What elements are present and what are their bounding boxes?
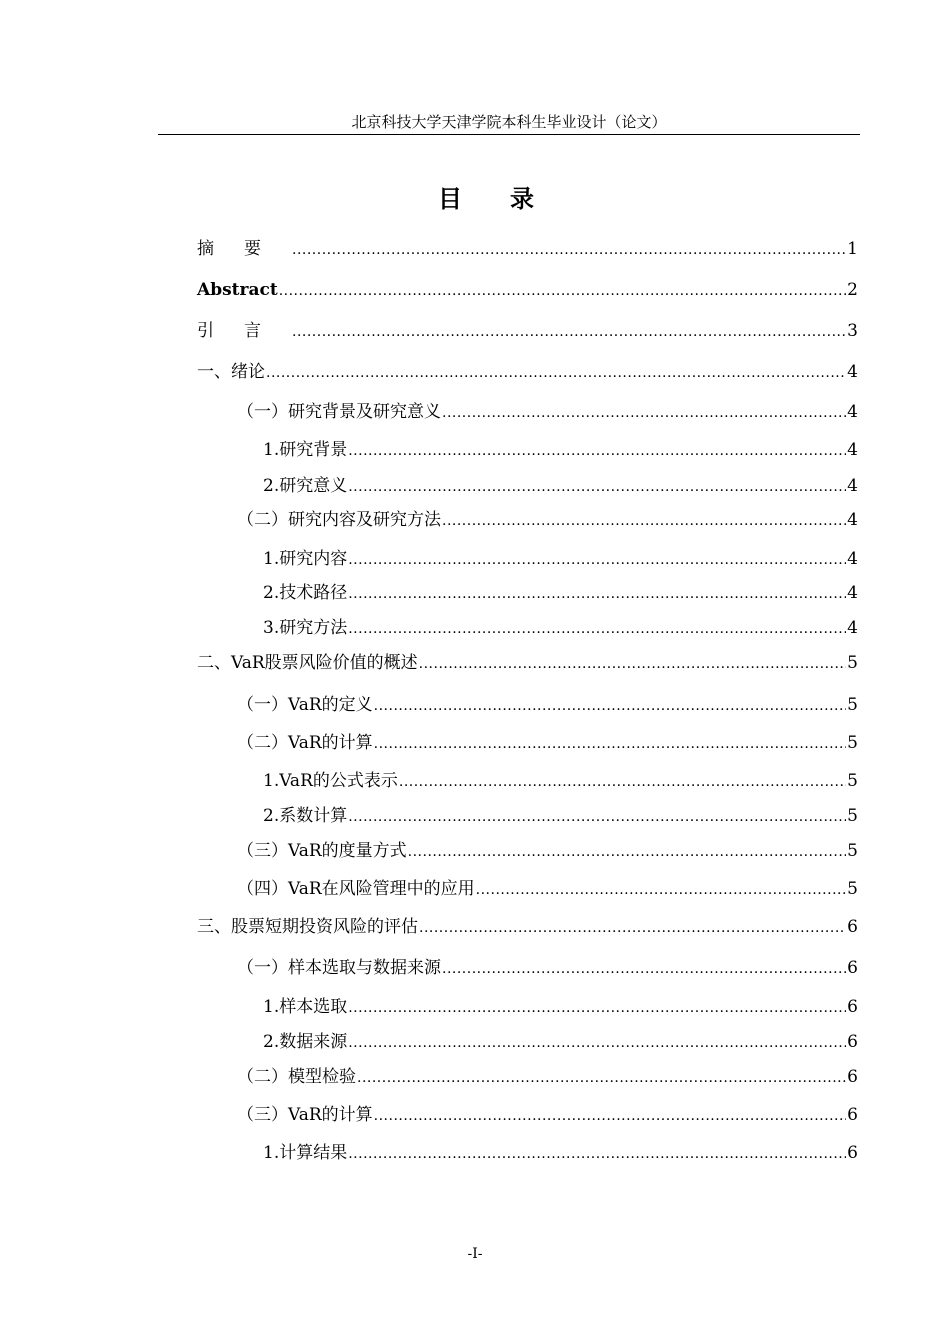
toc-entry-label: 二、VaR股票风险价值的概述 <box>197 653 418 673</box>
toc-entry-page: 4 <box>847 583 858 603</box>
toc-entry[interactable] <box>263 582 858 605</box>
toc-entry-label: 一、绪论 <box>197 362 265 382</box>
toc-dot-leader <box>348 549 846 571</box>
toc-entry-label: （一）研究背景及研究意义 <box>237 402 441 422</box>
toc-entry-label: 2.数据来源 <box>263 1032 348 1052</box>
toc-entry[interactable] <box>263 439 858 462</box>
toc-entry[interactable] <box>197 238 858 261</box>
page-number: -I- <box>467 1246 483 1262</box>
toc-entry-page: 5 <box>847 806 858 826</box>
toc-entry[interactable] <box>237 1104 858 1127</box>
toc-entry[interactable] <box>263 1142 858 1165</box>
toc-entry-page: 6 <box>847 1032 858 1052</box>
toc-entry-page: 6 <box>847 958 858 978</box>
toc-entry[interactable] <box>197 320 858 343</box>
toc-dot-leader <box>348 476 846 498</box>
toc-dot-leader <box>357 1067 846 1089</box>
toc-entry-page: 4 <box>847 440 858 460</box>
toc-entry-label: 1.研究背景 <box>263 440 348 460</box>
toc-entry[interactable] <box>237 732 858 755</box>
toc-dot-leader <box>348 806 846 828</box>
toc-dot-leader <box>399 771 846 793</box>
toc-entry[interactable] <box>197 652 858 675</box>
toc-entry[interactable] <box>237 1066 858 1089</box>
toc-dot-leader <box>292 321 846 343</box>
toc-entry-page: 1 <box>847 239 858 259</box>
toc-entry[interactable] <box>263 1031 858 1054</box>
toc-entry-label: 3.研究方法 <box>263 618 348 638</box>
toc-entry-label: 2.技术路径 <box>263 583 348 603</box>
toc-entry-label: （一）样本选取与数据来源 <box>237 958 441 978</box>
toc-entry[interactable] <box>237 401 858 424</box>
toc-dot-leader <box>442 510 846 532</box>
toc-dot-leader <box>292 239 846 261</box>
toc-dot-leader <box>408 841 847 863</box>
toc-dot-leader <box>419 917 846 939</box>
toc-entry-page: 6 <box>847 997 858 1017</box>
toc-entry[interactable] <box>197 279 858 302</box>
toc-entry-label: 摘要 <box>197 239 291 259</box>
toc-entry-page: 4 <box>847 510 858 530</box>
toc-entry-label: （三）VaR的度量方式 <box>237 841 407 861</box>
toc-dot-leader <box>266 362 846 384</box>
page-title: 目录 <box>438 184 582 213</box>
toc-entry-page: 5 <box>847 841 858 861</box>
toc-entry-page: 6 <box>847 1105 858 1125</box>
toc-entry[interactable] <box>197 361 858 384</box>
toc-entry-page: 6 <box>847 917 858 937</box>
toc-dot-leader <box>348 997 846 1019</box>
toc-entry-page: 4 <box>847 618 858 638</box>
toc-entry-label: 1.计算结果 <box>263 1143 348 1163</box>
toc-dot-leader <box>348 1032 846 1054</box>
toc-entry-page: 2 <box>847 280 858 300</box>
toc-dot-leader <box>442 402 846 424</box>
toc-entry-label: 引言 <box>197 321 291 341</box>
toc-entry-label: Abstract <box>197 280 278 300</box>
toc-entry[interactable] <box>263 805 858 828</box>
toc-entry-page: 5 <box>847 695 858 715</box>
toc-dot-leader <box>279 280 846 302</box>
toc-entry[interactable] <box>237 957 858 980</box>
toc-entry-label: （一）VaR的定义 <box>237 695 373 715</box>
toc-entry-page: 5 <box>847 653 858 673</box>
toc-dot-leader <box>348 618 846 640</box>
toc-entry-label: 2.研究意义 <box>263 476 348 496</box>
toc-entry-label: 1.研究内容 <box>263 549 348 569</box>
toc-entry-page: 5 <box>847 879 858 899</box>
toc-entry-page: 3 <box>847 321 858 341</box>
toc-dot-leader <box>442 958 846 980</box>
toc-entry-page: 4 <box>847 476 858 496</box>
toc-dot-leader <box>419 653 847 675</box>
toc-entry-page: 5 <box>847 771 858 791</box>
toc-entry[interactable] <box>237 878 858 901</box>
toc-entry-label: （四）VaR在风险管理中的应用 <box>237 879 475 899</box>
toc-entry[interactable] <box>263 548 858 571</box>
toc-dot-leader <box>348 583 846 605</box>
toc-entry-label: 1.VaR的公式表示 <box>263 771 398 791</box>
toc-entry-page: 4 <box>847 362 858 382</box>
toc-dot-leader <box>348 1143 846 1165</box>
toc-entry[interactable] <box>237 694 858 717</box>
toc-entry-page: 5 <box>847 733 858 753</box>
toc-entry-label: （二）模型检验 <box>237 1067 356 1087</box>
toc-entry[interactable] <box>263 617 858 640</box>
toc-entry[interactable] <box>197 916 858 939</box>
toc-entry-page: 6 <box>847 1067 858 1087</box>
toc-dot-leader <box>374 1105 847 1127</box>
toc-entry[interactable] <box>237 509 858 532</box>
toc-entry-page: 4 <box>847 549 858 569</box>
toc-dot-leader <box>476 879 847 901</box>
toc-entry-label: 2.系数计算 <box>263 806 348 826</box>
toc-entry-label: （二）VaR的计算 <box>237 733 373 753</box>
toc-entry[interactable] <box>263 996 858 1019</box>
toc-entry[interactable] <box>263 475 858 498</box>
toc-dot-leader <box>374 733 847 755</box>
toc-entry[interactable] <box>237 840 858 863</box>
toc-entry[interactable] <box>263 770 858 793</box>
toc-entry-page: 4 <box>847 402 858 422</box>
toc-entry-label: （二）研究内容及研究方法 <box>237 510 441 530</box>
toc-dot-leader <box>374 695 847 717</box>
toc-entry-page: 6 <box>847 1143 858 1163</box>
toc-entry-label: （三）VaR的计算 <box>237 1105 373 1125</box>
page-header: 北京科技大学天津学院本科生毕业设计（论文） <box>158 112 860 135</box>
toc-entry-label: 1.样本选取 <box>263 997 348 1017</box>
toc-entry-label: 三、股票短期投资风险的评估 <box>197 917 418 937</box>
toc-dot-leader <box>348 440 846 462</box>
